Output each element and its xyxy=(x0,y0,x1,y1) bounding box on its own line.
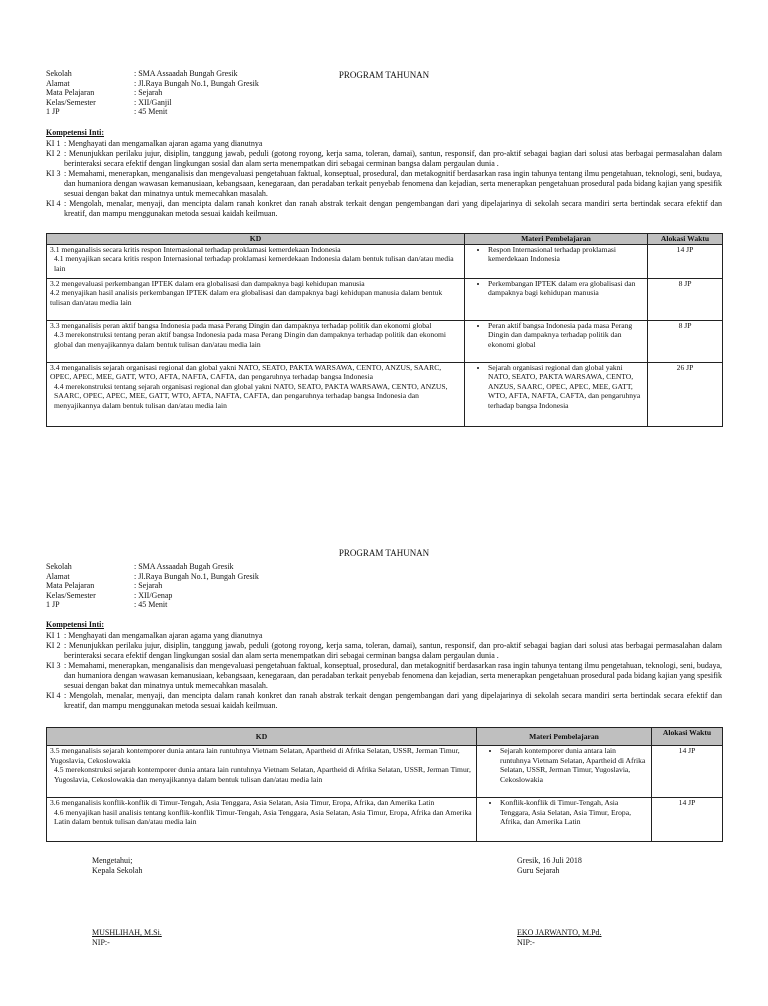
ki-text: : Mengolah, menalar, menyaji, dan mencipta dalam ranah konkret dan ranah abstrak terkait dengan pengembangan dari yang dipelajarinya di sekolah secara mandiri serta bertindak secara efektif dan kreatif, dan mampu menggunakan metoda sesuai kaidah keilmuan. xyxy=(64,199,722,218)
materi-cell xyxy=(465,278,648,320)
info-row xyxy=(46,591,259,601)
signature-right xyxy=(517,856,582,876)
waktu-cell: 14 JP xyxy=(648,244,723,278)
ki-code: KI 4 xyxy=(46,199,61,208)
table-row xyxy=(47,320,723,362)
info-value: : SMA Assaadah Bugah Gresik xyxy=(134,562,234,571)
materi-cell xyxy=(465,244,648,278)
kd-cell xyxy=(47,244,465,278)
signature-left-line1: Mengetahui; xyxy=(92,856,133,865)
info-row xyxy=(46,107,259,117)
info-label: Sekolah xyxy=(46,69,72,78)
ki-item xyxy=(46,139,722,149)
doc2-kompetensi-inti xyxy=(46,620,722,711)
ki-text: : Mengolah, menalar, menyaji, dan mencipta dalam ranah konkret dan ranah abstrak terkait dengan pengembangan dari yang dipelajarinya di sekolah secara mandiri serta bertindak secara efektif dan kreatif, dan mampu menggunakan metoda sesuai kaidah keilmuan. xyxy=(64,691,722,710)
info-row xyxy=(46,88,259,98)
header-kd: KD xyxy=(47,234,465,245)
signature-left-line2: Kepala Sekolah xyxy=(92,866,143,875)
kd-text: 4.2 menyajikan hasil analisis perkembangan IPTEK dalam era globalisasi dan dampaknya bagi kehidupan manusia dalam bentuk tulisan dan/atau media lain xyxy=(50,288,443,307)
kd-text: 3.6 menganalisis konflik-konflik di Timur-Tengah, Asia Tenggara, Asia Selatan, Asia Timur, Eropa, Afrika, dan Amerika Latin xyxy=(50,798,435,807)
info-label: Sekolah xyxy=(46,562,72,571)
info-label: Mata Pelajaran xyxy=(46,88,95,97)
materi-cell xyxy=(477,798,652,842)
header-alokasi: Alokasi Waktu xyxy=(648,234,723,245)
materi-cell xyxy=(465,320,648,362)
ki-code: KI 1 xyxy=(46,631,61,640)
ki-item xyxy=(46,641,722,661)
header-kd: KD xyxy=(47,728,477,746)
signature-date: Gresik, 16 Juli 2018 xyxy=(517,856,582,865)
kd-text: 3.3 menganalisis peran aktif bangsa Indonesia pada masa Perang Dingin dan dampaknya terhadap politik dan ekonomi global xyxy=(50,320,432,330)
table-row xyxy=(47,746,723,798)
info-label: Alamat xyxy=(46,571,70,581)
info-label: 1 JP xyxy=(46,107,60,116)
info-value: : Jl.Raya Bungah No.1, Bungah Gresik xyxy=(134,571,259,581)
info-row xyxy=(46,69,259,79)
info-value: : 45 Menit xyxy=(134,107,168,116)
teacher-name: EKO JARWANTO, M.Pd. xyxy=(517,928,602,937)
kd-cell xyxy=(47,362,465,426)
info-label: Mata Pelajaran xyxy=(46,581,95,590)
table-row xyxy=(47,798,723,842)
ki-code: KI 2 xyxy=(46,149,61,158)
kd-text: 3.2 mengevaluasi perkembangan IPTEK dalam era globalisasi dan dampaknya bagi kehidupan manusia xyxy=(50,278,365,288)
materi-cell xyxy=(465,362,648,426)
signature-left xyxy=(92,856,142,876)
info-row xyxy=(46,572,259,582)
doc1-info xyxy=(46,69,259,117)
kd-text: 3.5 menganalisis sejarah kontemporer dunia antara lain runtuhnya Vietnam Selatan, Apartheid di Afrika Selatan, USSR, Jerman Timur, Yugoslavia, Cekoslowakia xyxy=(50,746,460,765)
info-row xyxy=(46,98,259,108)
materi-item: • Perkembangan IPTEK dalam era globalisasi dan dampaknya bagi kehidupan manusia xyxy=(488,279,644,298)
ki-heading: Kompetensi Inti: xyxy=(46,620,104,629)
materi-cell xyxy=(477,746,652,798)
materi-item: • Sejarah kontemporer dunia antara lain runtuhnya Vietnam Selatan, Apartheid di Afrika Selatan, USSR, Jerman Timur, Yugoslavia, Cekoslowakia xyxy=(500,746,648,784)
signature-right-name-block xyxy=(517,928,602,948)
doc2-title: PROGRAM TAHUNAN xyxy=(338,548,430,558)
ki-item xyxy=(46,149,722,169)
ki-code: KI 3 xyxy=(46,169,61,178)
ki-item xyxy=(46,691,722,711)
waktu-cell: 8 JP xyxy=(648,278,723,320)
ki-item xyxy=(46,169,722,199)
ki-code: KI 2 xyxy=(46,641,61,650)
headmaster-name: MUSHLIHAH, M.Si. xyxy=(92,928,162,937)
info-label: Kelas/Semester xyxy=(46,590,96,600)
teacher-nip: NIP:- xyxy=(517,938,535,947)
ki-text: : Menghayati dan mengamalkan ajaran agama yang dianutnya xyxy=(64,139,263,148)
info-row xyxy=(46,562,259,572)
info-label: Kelas/Semester xyxy=(46,97,96,107)
info-row xyxy=(46,600,259,610)
waktu-cell: 14 JP xyxy=(652,746,723,798)
kd-cell xyxy=(47,320,465,362)
info-label: Alamat xyxy=(46,78,70,88)
ki-item xyxy=(46,199,722,219)
headmaster-nip: NIP:- xyxy=(92,938,110,947)
header-alokasi: Alokasi Waktu xyxy=(652,728,723,746)
kd-cell xyxy=(47,746,477,798)
table-header-row xyxy=(47,728,723,746)
table-header-row xyxy=(47,234,723,245)
kd-text: 4.1 menyajikan secara kritis respon Internasional terhadap proklamasi kemerdekaan Indonesia dalam bentuk tulisan dan/atau media lain xyxy=(54,254,454,273)
doc2-table xyxy=(46,727,723,842)
ki-code: KI 4 xyxy=(46,691,61,700)
waktu-cell: 8 JP xyxy=(648,320,723,362)
ki-code: KI 3 xyxy=(46,661,61,670)
kd-text: 4.4 merekonstruksi tentang sejarah organisasi regional dan global yakni NATO, SEATO, PAKTA WARSAWA, CENTO, ANZUS, SAARC, OPEC, APEC, MEE, GATT, WTO, AFTA, NAFTA, CAFTA, dan pengaruhnya terhadap bangsa Indonesia dan menyajikannya dalam bentuk tulisan dan/atau media lain xyxy=(54,381,448,410)
materi-item: • Peran aktif bangsa Indonesia pada masa Perang Dingin dan dampaknya terhadap politik dan ekonomi global xyxy=(488,321,644,350)
header-materi: Materi Pembelajaran xyxy=(477,728,652,746)
materi-item: • Konflik-konflik di Timur-Tengah, Asia Tenggara, Asia Selatan, Asia Timur, Eropa, Afrika, dan Amerika Latin xyxy=(500,798,648,827)
info-label: 1 JP xyxy=(46,600,60,609)
info-value: : 45 Menit xyxy=(134,600,168,609)
kd-text: 3.1 menganalisis secara kritis respon Internasional terhadap proklamasi kemerdekaan Indonesia xyxy=(50,244,341,254)
info-value: : XII/Genap xyxy=(134,590,173,600)
table-row xyxy=(47,278,723,320)
header-materi: Materi Pembelajaran xyxy=(465,234,648,245)
doc1-table xyxy=(46,233,723,427)
info-value: : XII/Ganjil xyxy=(134,97,172,107)
info-value: : Sejarah xyxy=(134,88,163,97)
doc2-info xyxy=(46,562,259,610)
kd-text: 4.5 merekonstruksi sejarah kontemporer dunia antara lain runtuhnya Vietnam Selatan, Apartheid di Afrika Selatan, USSR, Jerman Timur, Yugoslavia, Cekoslowakia dan menyajikannya dalam bentuk tulisan dan/atau media lain xyxy=(54,765,471,784)
ki-heading: Kompetensi Inti: xyxy=(46,128,104,137)
ki-code: KI 1 xyxy=(46,139,61,148)
ki-item xyxy=(46,631,722,641)
doc1-title: PROGRAM TAHUNAN xyxy=(338,70,430,80)
ki-item xyxy=(46,661,722,691)
materi-item: • Respon Internasional terhadap proklamasi kemerdekaan Indonesia xyxy=(488,245,644,264)
kd-text: 4.6 menyajikan hasil analisis tentang konflik-konflik Timur-Tengah, Asia Tenggara, Asia Selatan, Asia Timur, Eropa, Afrika dan Amerika Latin dalam bentuk tulisan dan/atau media lain xyxy=(54,807,472,827)
kd-text: 3.4 menganalisis sejarah organisasi regional dan global yakni NATO, SEATO, PAKTA WARSAWA, CENTO, ANZUS, SAARC, OPEC, APEC, MEE, GATT, WTO, AFTA, NAFTA, CAFTA, dan pengaruhnya terhadap bangsa Indonesia xyxy=(50,362,442,382)
table-row xyxy=(47,244,723,278)
kd-text: 4.3 merekonstruksi tentang peran aktif bangsa Indonesia pada masa Perang Dingin dan dampaknya terhadap politik dan ekonomi global dan menyajikannya dalam bentuk tulisan dan/atau media lain xyxy=(54,330,447,349)
signature-left-name-block xyxy=(92,928,162,948)
materi-item: • Sejarah organisasi regional dan global yakni NATO, SEATO, PAKTA WARSAWA, CENTO, ANZUS, SAARC, OPEC, APEC, MEE, GATT, WTO, AFTA, NAFTA, CAFTA, dan pengaruhnya terhadap bangsa Indonesia xyxy=(488,363,644,411)
info-value: : SMA Assaadah Bungah Gresik xyxy=(134,69,238,78)
ki-text: : Memahami, menerapkan, menganalisis dan mengevaluasi pengetahuan faktual, konseptual, prosedural, dan metakognitif berdasarkan rasa ingin tahunya tentang ilmu pengetahuan, teknologi, seni, budaya, dan humaniora dengan wawasan kemanusiaan, kebangsaan, kenegaraan, dan peradaban terkait penyebab fenomena dan kejadian, serta menerapkan pengetahuan prosedural pada bidang kajian yang spesifik sesuai dengan bakat dan minatnya untuk memecahkan masalah. xyxy=(64,661,722,690)
waktu-cell: 26 JP xyxy=(648,362,723,426)
ki-text: : Menghayati dan mengamalkan ajaran agama yang dianutnya xyxy=(64,631,263,640)
ki-text: : Menunjukkan perilaku jujur, disiplin, tanggung jawab, peduli (gotong royong, kerja sama, toleran, damai), santun, responsif, dan pro-aktif sebagai bagian dari solusi atas berbagai permasalahan dalam berinteraksi secara efektif dengan lingkungan sosial dan alam serta menempatkan diri sebagai cerminan bangsa dalam pergaulan dunia . xyxy=(64,149,722,168)
doc1-kompetensi-inti xyxy=(46,128,722,219)
ki-text: : Memahami, menerapkan, menganalisis dan mengevaluasi pengetahuan faktual, konseptual, prosedural, dan metakognitif berdasarkan rasa ingin tahunya tentang ilmu pengetahuan, teknologi, seni, budaya, dan humaniora dengan wawasan kemanusiaan, kebangsaan, kenegaraan, dan peradaban terkait penyebab fenomena dan kejadian, serta menerapkan pengetahuan prosedural pada bidang kajian yang spesifik sesuai dengan bakat dan minatnya untuk memecahkan masalah. xyxy=(64,169,722,198)
waktu-cell: 14 JP xyxy=(652,798,723,842)
ki-text: : Menunjukkan perilaku jujur, disiplin, tanggung jawab, peduli (gotong royong, kerja sama, toleran, damai), santun, responsif, dan pro-aktif sebagai bagian dari solusi atas berbagai permasalahan dalam berinteraksi secara efektif dengan lingkungan sosial dan alam serta menempatkan diri sebagai cerminan bangsa dalam pergaulan dunia . xyxy=(64,641,722,660)
table-row xyxy=(47,362,723,426)
info-value: : Sejarah xyxy=(134,581,163,590)
info-row xyxy=(46,79,259,89)
signature-right-line2: Guru Sejarah xyxy=(517,866,560,875)
info-value: : Jl.Raya Bungah No.1, Bungah Gresik xyxy=(134,78,259,88)
kd-cell xyxy=(47,798,477,842)
kd-cell xyxy=(47,278,465,320)
info-row xyxy=(46,581,259,591)
